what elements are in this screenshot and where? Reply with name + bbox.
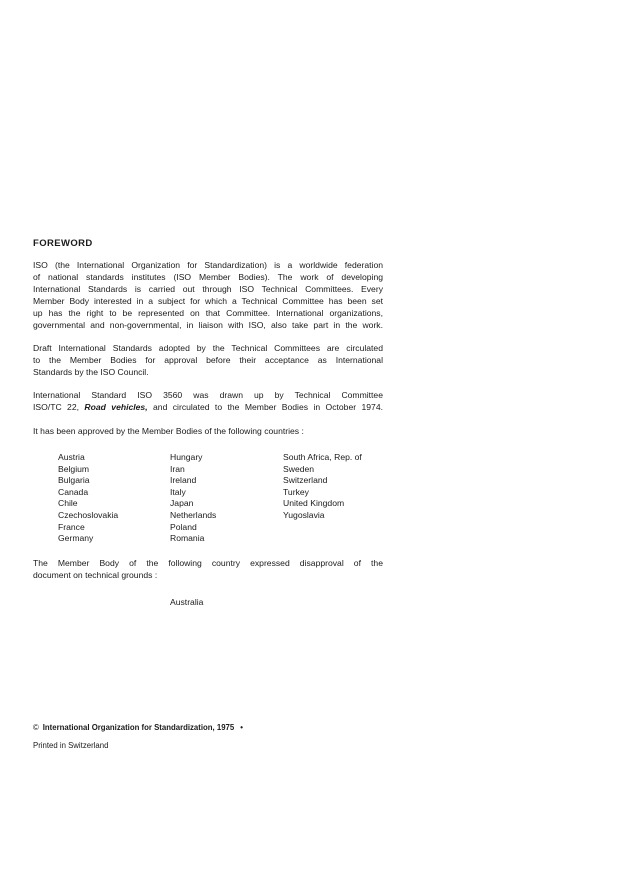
country-item: Iran [170,463,185,474]
paragraph-line: International Standards is carried out through ISO Technical Committees. Every [33,284,383,294]
country-item: Netherlands [170,509,217,520]
country-item: Chile [58,498,78,509]
country-item: Yugoslavia [283,509,325,520]
bullet-icon: • [240,723,243,732]
country-item: Turkey [283,486,309,497]
paragraph-line: It has been approved by the Member Bodies of the following countries : [33,426,304,436]
paragraph-line: Standards by the ISO Council. [33,367,149,377]
circulation-text: and circulated to the Member Bodies in October 1974. [147,402,384,412]
country-item: South Africa, Rep. of [283,452,362,462]
country-item: Sweden [283,463,315,474]
country-item: Czechoslovakia [58,509,119,520]
copyright-icon: © [33,723,39,732]
paragraph-line [33,401,383,413]
paragraph-line: International Standard ISO 3560 was drawn up by Technical Committee [33,390,383,400]
paragraph-line: document on technical grounds : [33,570,158,580]
paragraph-line: governmental and non-governmental, in liaison with ISO, also take part in the work. [33,320,383,330]
foreword-paragraph-1 [33,259,383,331]
disapproving-country: Australia [170,597,204,607]
country-item: Canada [58,486,89,497]
paragraph-line: Draft International Standards adopted by the Technical Committees are circulated [33,343,383,353]
country-item: Belgium [58,463,90,474]
paragraph-line: up has the right to be represented on that Committee. International organizations, [33,308,383,318]
country-list-column-1 [58,452,118,545]
page-title: FOREWORD [33,238,93,249]
country-item: Poland [170,521,197,532]
country-item: Italy [170,486,186,497]
paragraph-line: The Member Body of the following country expressed disapproval of the [33,558,383,568]
printed-location: Printed in Switzerland [33,741,109,750]
committee-ref: ISO/TC 22, [33,402,85,412]
paragraph-line: Member Body interested in a subject for which a Technical Committee has been set [33,296,383,306]
country-item: United Kingdom [283,498,345,509]
country-item: Japan [170,498,194,509]
copyright-text: International Organization for Standardization, 1975 [42,723,235,732]
country-item: Ireland [170,475,197,486]
foreword-paragraph-4 [33,425,383,437]
country-item: France [58,521,85,532]
paragraph-line: ISO (the International Organization for Standardization) is a worldwide federation [33,260,383,270]
foreword-paragraph-3 [33,389,383,413]
paragraph-line: to the Member Bodies for approval before their acceptance as International [33,355,383,365]
country-item: Romania [170,533,205,544]
committee-title: Road vehicles, [84,402,148,412]
country-item: Switzerland [283,475,328,486]
foreword-paragraph-5 [33,557,383,581]
country-item: Germany [58,533,94,544]
country-item: Bulgaria [58,475,90,486]
foreword-paragraph-2 [33,342,383,378]
copyright-notice [33,723,243,732]
country-list-column-3 [283,452,362,522]
country-item: Austria [58,452,85,462]
country-item: Hungary [170,452,203,462]
paragraph-line: of national standards institutes (ISO Member Bodies). The work of developing [33,272,383,282]
country-list-column-2 [170,452,216,545]
